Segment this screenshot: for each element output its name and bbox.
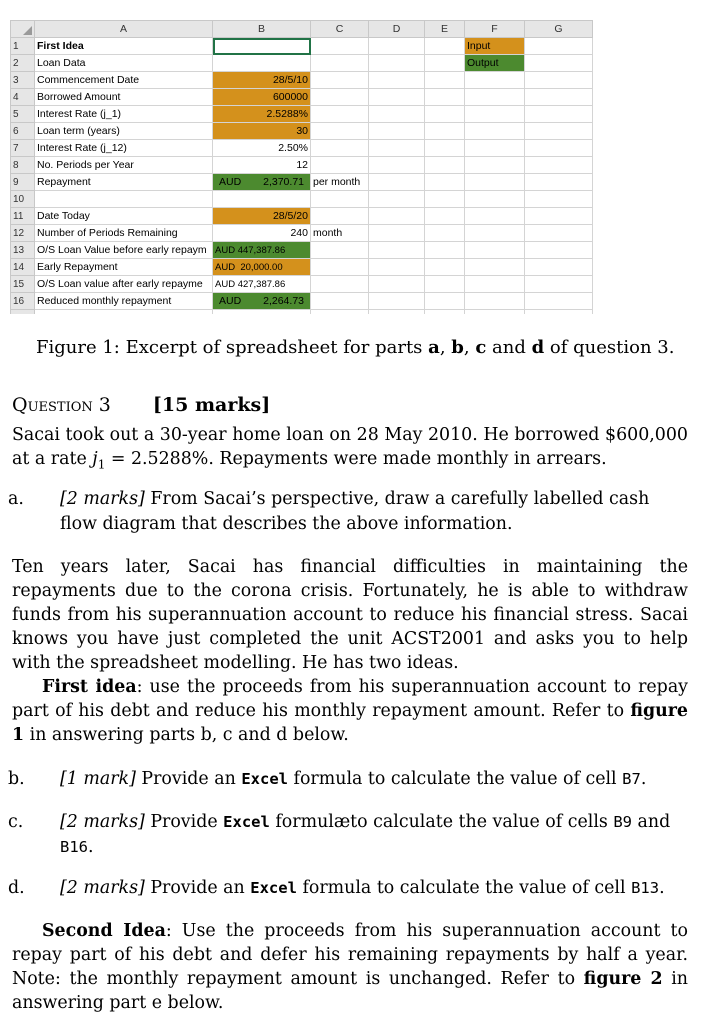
cell-g11[interactable] [525, 208, 593, 225]
cell-f5[interactable] [465, 106, 525, 123]
cell-b11[interactable]: 28/5/20 [213, 208, 311, 225]
cell-b6[interactable]: 30 [213, 123, 311, 140]
table-row [11, 174, 593, 191]
cell-a7[interactable]: Interest Rate (j_12) [35, 140, 213, 157]
cell-cut [465, 310, 525, 315]
cell-a4[interactable]: Borrowed Amount [35, 89, 213, 106]
intro-text: Sacai took out a 30-year home loan on 28 May 2010. He borrowed $600,000 at a rate [12, 425, 688, 469]
cell-b9[interactable] [213, 174, 311, 191]
cell-b10[interactable] [213, 191, 311, 208]
table-row [11, 191, 593, 208]
cell-d9[interactable] [369, 174, 425, 191]
cell-ref-b7: B7 [622, 770, 641, 788]
column-header-d[interactable]: D [369, 21, 425, 38]
cell-g12[interactable] [525, 225, 593, 242]
part-b [8, 767, 686, 792]
table-row [11, 276, 593, 293]
cell-c3[interactable] [311, 72, 369, 89]
figure-2-ref: figure 2 [583, 969, 663, 989]
excel-code: Excel [241, 770, 288, 788]
cell-f8[interactable] [465, 157, 525, 174]
table-row [11, 123, 593, 140]
part-c-and: and [632, 812, 671, 832]
second-idea-paragraph [12, 919, 688, 1015]
cell-a5[interactable]: Interest Rate (j_1) [35, 106, 213, 123]
table-row [11, 38, 593, 55]
cell-b4[interactable]: 600000 [213, 89, 311, 106]
part-d-label: d. [8, 878, 25, 898]
second-idea-text-block [12, 919, 688, 1015]
figure-caption [36, 337, 676, 358]
cell-b16[interactable] [213, 293, 311, 310]
part-a-label: a. [8, 489, 24, 509]
part-c-end: . [88, 837, 94, 857]
cell-b5[interactable]: 2.5288% [213, 106, 311, 123]
cell-b14[interactable]: AUD 20,000.00 [213, 259, 311, 276]
part-d [8, 876, 686, 901]
caption-part-d: d [531, 337, 545, 358]
cell-d10[interactable] [369, 191, 425, 208]
column-header-c[interactable]: C [311, 21, 369, 38]
cell-d16[interactable] [369, 293, 425, 310]
cell-a13[interactable]: O/S Loan Value before early repaym [35, 242, 213, 259]
cell-a16[interactable]: Reduced monthly repayment [35, 293, 213, 310]
cell-b3[interactable]: 28/5/10 [213, 72, 311, 89]
column-header-f[interactable]: F [465, 21, 525, 38]
cell-c12[interactable]: month [311, 225, 369, 242]
cell-g13[interactable] [525, 242, 593, 259]
cell-c7[interactable] [311, 140, 369, 157]
repayment-value: 2,370.71 [263, 175, 304, 188]
cell-g5[interactable] [525, 106, 593, 123]
cell-b12[interactable]: 240 [213, 225, 311, 242]
question-title: Question 3 [12, 394, 111, 416]
cell-b7[interactable]: 2.50% [213, 140, 311, 157]
cell-g15[interactable] [525, 276, 593, 293]
select-all-corner[interactable] [11, 21, 35, 38]
caption-part-a: a [428, 337, 440, 358]
cell-g8[interactable] [525, 157, 593, 174]
cell-e10[interactable] [425, 191, 465, 208]
part-a-text: From Sacai’s perspective, draw a carefully labelled cash flow diagram that describes the above information. [60, 489, 650, 534]
row-header[interactable]: 15 [11, 276, 35, 293]
part-a [8, 487, 686, 537]
cell-c13[interactable] [311, 242, 369, 259]
cell-cut [525, 310, 593, 315]
cell-f13[interactable] [465, 242, 525, 259]
row-header[interactable]: 11 [11, 208, 35, 225]
cell-c2[interactable] [311, 55, 369, 72]
cell-c6[interactable] [311, 123, 369, 140]
cell-e12[interactable] [425, 225, 465, 242]
table-row [11, 140, 593, 157]
cell-c10[interactable] [311, 191, 369, 208]
cell-e6[interactable] [425, 123, 465, 140]
part-c-label: c. [8, 812, 24, 832]
question-marks: [15 marks] [152, 394, 271, 416]
table-row [11, 293, 593, 310]
cell-f12[interactable] [465, 225, 525, 242]
rate-subscript: 1 [97, 457, 106, 472]
cell-b1-selected[interactable] [213, 38, 311, 55]
table-row-cut-off [11, 310, 593, 315]
row-header[interactable]: 4 [11, 89, 35, 106]
cell-a3[interactable]: Commencement Date [35, 72, 213, 89]
row-header[interactable]: 1 [11, 38, 35, 55]
cell-f10[interactable] [465, 191, 525, 208]
cell-d5[interactable] [369, 106, 425, 123]
cell-d1[interactable] [369, 38, 425, 55]
cell-e7[interactable] [425, 140, 465, 157]
cell-b8[interactable]: 12 [213, 157, 311, 174]
cell-a14[interactable]: Early Repayment [35, 259, 213, 276]
intro-text-2: = 2.5288%. Repayments were made monthly in arrears. [105, 449, 607, 469]
cell-b15[interactable]: AUD 427,387.86 [213, 276, 311, 293]
cell-a10[interactable] [35, 191, 213, 208]
column-header-g[interactable]: G [525, 21, 593, 38]
cell-a8[interactable]: No. Periods per Year [35, 157, 213, 174]
cell-e9[interactable] [425, 174, 465, 191]
cell-b2[interactable] [213, 55, 311, 72]
row-header[interactable]: 16 [11, 293, 35, 310]
row-header[interactable]: 13 [11, 242, 35, 259]
caption-sep: , [439, 337, 452, 358]
cell-d14[interactable] [369, 259, 425, 276]
row-header[interactable]: 3 [11, 72, 35, 89]
cell-a6[interactable]: Loan term (years) [35, 123, 213, 140]
cell-g2[interactable] [525, 55, 593, 72]
first-idea-paragraph [12, 675, 688, 747]
table-row [11, 55, 593, 72]
part-c [8, 810, 686, 860]
row-header[interactable]: 12 [11, 225, 35, 242]
spreadsheet-grid [10, 20, 593, 314]
excel-code: Excel [250, 879, 297, 897]
reduced-repayment-value: 2,264.73 [263, 294, 304, 307]
cell-c1[interactable] [311, 38, 369, 55]
table-row [11, 106, 593, 123]
column-header-a[interactable]: A [35, 21, 213, 38]
cell-g6[interactable] [525, 123, 593, 140]
row-header-cut [11, 310, 35, 315]
currency-label: AUD [219, 175, 242, 188]
cell-e16[interactable] [425, 293, 465, 310]
cell-g1[interactable] [525, 38, 593, 55]
part-d-marks: [2 marks] [60, 878, 145, 898]
cell-cut [213, 310, 311, 315]
part-b-marks: [1 mark] [60, 769, 136, 789]
column-header-b[interactable]: B [213, 21, 311, 38]
cell-f6[interactable] [465, 123, 525, 140]
part-d-text-2: formula to calculate the value of cell [296, 878, 632, 898]
cell-d12[interactable] [369, 225, 425, 242]
cell-cut [369, 310, 425, 315]
cell-f7[interactable] [465, 140, 525, 157]
part-d-text: Provide an [144, 878, 251, 898]
row-header[interactable]: 8 [11, 157, 35, 174]
excel-code: Excel [223, 813, 270, 831]
cell-e8[interactable] [425, 157, 465, 174]
cell-d6[interactable] [369, 123, 425, 140]
row-header[interactable]: 14 [11, 259, 35, 276]
part-c-text: Provide [144, 812, 224, 832]
caption-sep: , [463, 337, 476, 358]
cell-c8[interactable] [311, 157, 369, 174]
first-idea-end: in answering parts b, c and d below. [24, 725, 349, 745]
part-b-label: b. [8, 769, 25, 789]
row-header[interactable]: 2 [11, 55, 35, 72]
cell-cut [311, 310, 369, 315]
cell-b13[interactable]: AUD 447,387.86 [213, 242, 311, 259]
cell-e15[interactable] [425, 276, 465, 293]
row-header[interactable]: 10 [11, 191, 35, 208]
cell-g9[interactable] [525, 174, 593, 191]
part-a-marks: [2 marks] [60, 489, 145, 509]
caption-prefix: Figure 1: Excerpt of spreadsheet for parts [36, 337, 429, 358]
figure-1-ref: figure 1 [12, 701, 688, 745]
cell-e4[interactable] [425, 89, 465, 106]
caption-part-c: c [475, 337, 487, 358]
caption-suffix: of question 3. [544, 337, 675, 358]
cell-e1[interactable] [425, 38, 465, 55]
table-row [11, 259, 593, 276]
part-b-text: Provide an [135, 769, 242, 789]
table-row [11, 157, 593, 174]
first-idea-text: : use the proceeds from his superannuation account to repay part of his debt and reduce his monthly repayment amount. Refer to [12, 677, 689, 721]
cell-f16[interactable] [465, 293, 525, 310]
row-header[interactable]: 7 [11, 140, 35, 157]
cell-d4[interactable] [369, 89, 425, 106]
cell-f15[interactable] [465, 276, 525, 293]
cell-d3[interactable] [369, 72, 425, 89]
part-c-text-2: formulæto calculate the value of cells [269, 812, 614, 832]
cell-c16[interactable] [311, 293, 369, 310]
caption-sep: and [486, 337, 532, 358]
cell-e2[interactable] [425, 55, 465, 72]
table-row [11, 89, 593, 106]
cell-d15[interactable] [369, 276, 425, 293]
legend-input-cell[interactable]: Input [465, 38, 525, 55]
cell-g3[interactable] [525, 72, 593, 89]
table-row [11, 225, 593, 242]
spreadsheet-excerpt [10, 20, 593, 314]
rate-symbol: j [92, 449, 98, 469]
cell-e3[interactable] [425, 72, 465, 89]
cell-c15[interactable] [311, 276, 369, 293]
context-paragraph [12, 555, 688, 747]
cell-ref-b13: B13 [631, 879, 660, 897]
cell-a15[interactable]: O/S Loan value after early repayme [35, 276, 213, 293]
cell-c11[interactable] [311, 208, 369, 225]
cell-g10[interactable] [525, 191, 593, 208]
cell-a12[interactable]: Number of Periods Remaining [35, 225, 213, 242]
second-idea-text: : Use the proceeds from his superannuation account to repay part of his debt and defer his remaining repayments by half a year. Note: the monthly repayment amount is unchanged. Refer to [12, 921, 688, 989]
cell-g4[interactable] [525, 89, 593, 106]
row-header[interactable]: 5 [11, 106, 35, 123]
cell-cut [35, 310, 213, 315]
cell-d13[interactable] [369, 242, 425, 259]
cell-c9[interactable]: per month [311, 174, 369, 191]
cell-g16[interactable] [525, 293, 593, 310]
part-b-text-2: formula to calculate the value of cell [288, 769, 623, 789]
cell-d11[interactable] [369, 208, 425, 225]
cell-ref-b9: B9 [613, 813, 633, 831]
first-idea-title: First idea [42, 677, 137, 697]
table-row [11, 208, 593, 225]
cell-g7[interactable] [525, 140, 593, 157]
part-b-end: . [640, 769, 647, 789]
cell-e5[interactable] [425, 106, 465, 123]
second-idea-title: Second Idea [42, 921, 166, 941]
cell-a11[interactable]: Date Today [35, 208, 213, 225]
currency-label: AUD [219, 294, 242, 307]
cell-g14[interactable] [525, 259, 593, 276]
cell-d8[interactable] [369, 157, 425, 174]
cell-e13[interactable] [425, 242, 465, 259]
legend-output-cell[interactable]: Output [465, 55, 525, 72]
cell-e14[interactable] [425, 259, 465, 276]
question-heading [12, 394, 688, 416]
cell-f4[interactable] [465, 89, 525, 106]
table-row [11, 242, 593, 259]
part-c-marks: [2 marks] [60, 812, 145, 832]
cell-d2[interactable] [369, 55, 425, 72]
cell-c5[interactable] [311, 106, 369, 123]
cell-f11[interactable] [465, 208, 525, 225]
part-d-end: . [659, 878, 665, 898]
cell-cut [425, 310, 465, 315]
column-header-e[interactable]: E [425, 21, 465, 38]
cell-f14[interactable] [465, 259, 525, 276]
row-header[interactable]: 9 [11, 174, 35, 191]
cell-d7[interactable] [369, 140, 425, 157]
question-intro [12, 423, 688, 476]
cell-e11[interactable] [425, 208, 465, 225]
row-header[interactable]: 6 [11, 123, 35, 140]
cell-c14[interactable] [311, 259, 369, 276]
cell-a2[interactable]: Loan Data [35, 55, 213, 72]
table-row [11, 72, 593, 89]
cell-a9[interactable]: Repayment [35, 174, 213, 191]
cell-f3[interactable] [465, 72, 525, 89]
cell-f9[interactable] [465, 174, 525, 191]
second-idea-end: in answering part e below. [12, 969, 688, 1013]
cell-c4[interactable] [311, 89, 369, 106]
caption-part-b: b [451, 337, 464, 358]
cell-a1[interactable]: First Idea [35, 38, 213, 55]
context-text: Ten years later, Sacai has financial difficulties in maintaining the repayments due to the corona crisis. Fortunately, he is able to withdraw funds from his superannuation account to reduce his financial stress. Sacai knows you have just completed the unit ACST2001 and asks you to help with the spreadsheet modelling. He has two ideas. [12, 557, 688, 673]
cell-ref-b16: B16 [60, 838, 88, 856]
